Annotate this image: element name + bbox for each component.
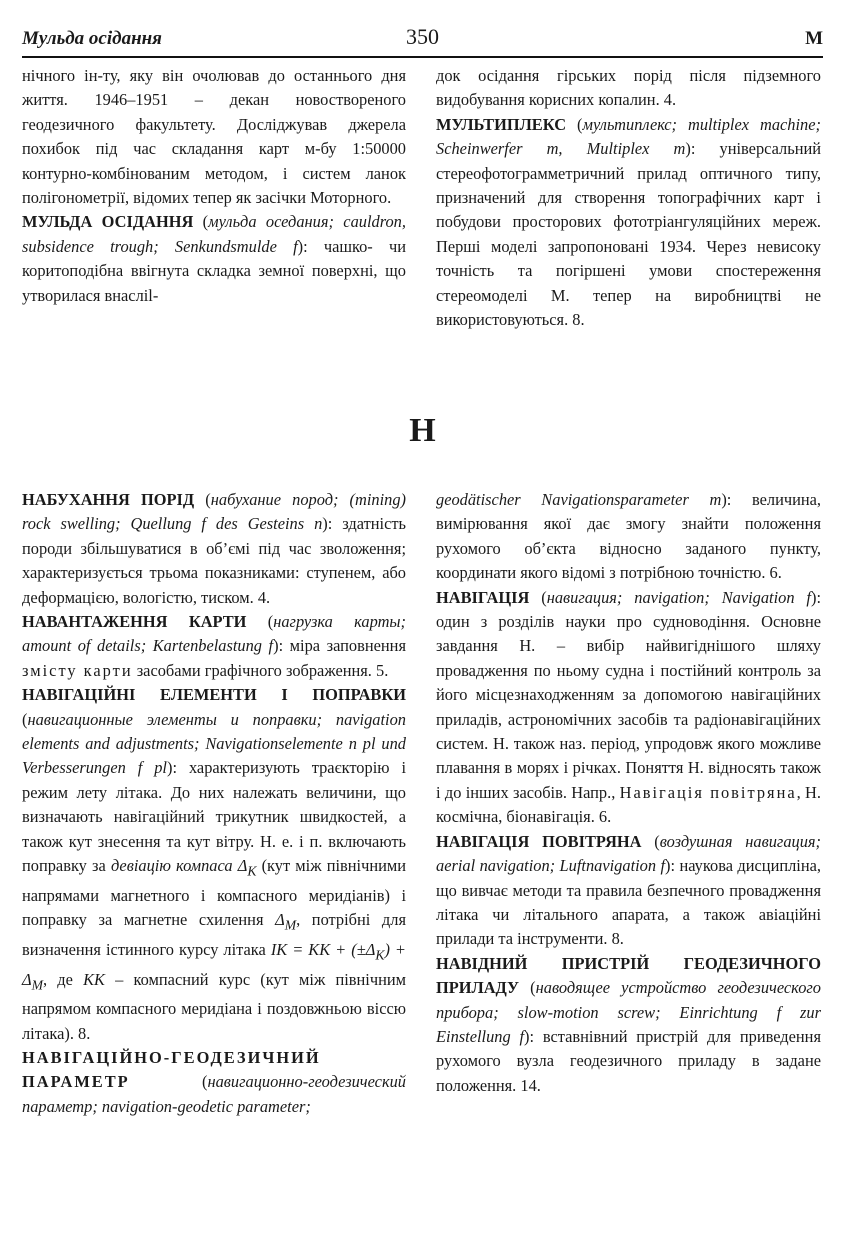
entry-translations: навигация; navigation; Navigation f [546, 587, 811, 607]
formula: IK = KK + (±Δ [270, 939, 376, 959]
entry-definition: ): вставнівний пристрій для приведення рухомого вузла геодезичного приладу в задане положення. 14. [436, 1026, 821, 1095]
entry-multypleks: МУЛЬТИПЛЕКС (мультиплекс; multiplex machine; Scheinwerfer m, Multiplex m): універсальний стереофотограмметричний прилад оптичного типу, призначений для створення топографічних карт і побудови просторових фототріангуляційних мереж. Перші моделі запропоновані 1934. Через невисоку точність та погіршені умови спостереження стереомоделі М. тепер на виробництві не використовуються. 8. [436, 114, 822, 330]
spaced-term: змісту карти [22, 660, 133, 680]
entry-translations: мультиплекс; multiplex machine; Scheinwerfer m, Multiplex m [436, 114, 821, 159]
entry-navihatsiini-elementy: НАВІГАЦІЙНІ ЕЛЕМЕНТИ І ПОПРАВКИ (навигационные элементы и поправки; navigation elements and adjustments; Navigationselemente n pl und Verbesserungen f pl): характеризують траєкторію і режим лету літака. До них належать величини, що визначають навігаційний трикутник швидкостей, а також кут знесення та кут вітру. Н. е. і п. включають поправку за девіацію компаса $\Delta_K$ (кут між північними напрямами магнетного і компасного меридіанів) і поправку за магнетне схилення $\Delta_M$, потрібні для визначення істинного курсу літака IK = KK + $(\pm\Delta_K) + \Delta_M$, де KK – компасний курс (кут між північним напрямом компасного меридіана і поздовжньою віссю літака). 8. [22, 685, 407, 1043]
entry-definition: ): здатність породи збільшуватися в об’ємі під час зволоження; характеризується трьома показниками: ступенем, або деформацією, вологістю, тиском. 4. [22, 514, 406, 607]
entry-translations: воздушная навигация; aerial navigation; Luftnavigation f [436, 831, 821, 876]
entry-translations: наводящее устройство геодезического прибора; slow-motion screw; Einrichtung f zur Einstellung f [436, 978, 822, 1046]
entry-translations: нагрузка карты; amount of details; Kartenbelastung f [22, 612, 406, 656]
entry-navihatsiia: НАВІГАЦІЯ (навигация; navigation; Navigation f): один з розділів науки про судноводіння. Основне завдання Н. – вибір найвигіднішого шляху провадження по ньому судна і постійний контроль за його місцезнаходженням за допомогою навігаційних приладів, астрономічних засобів та радіонавігаційних систем. Н. також наз. період, упродовж якого можливе плавання в морях і річках. Поняття Н. відносять також і до інших засобів. Напр., Навігація повітряна, Н. космічна, біонавігація. 6. [436, 587, 821, 827]
entry-navantazhennia-karty: НАВАНТАЖЕННЯ КАРТИ (нагрузка карты; amount of details; Kartenbelastung f): міра заповнення змісту карти засобами графічного зображення. 5. [22, 612, 406, 680]
entry-headword: НАВІГАЦІЯ [436, 587, 530, 607]
entry-continuation: док осідання гірських порід після підземного видобування корисних копалин. 4. [436, 66, 821, 110]
entry-definition: ): наукова дисципліна, що вивчає методи та правила безпечного провадження літака чи літального апарата, а також авіаційні прилади та інструменти. 8. [436, 856, 821, 949]
entry-translations: набухание пород; (mining) rock swelling; Quellung f des Gesteins n [22, 490, 406, 534]
entry-definition: ): чашко- чи коритоподібна ввігнута складка земної поверхні, що утворилася внасліl- [22, 236, 406, 305]
section-letter-heading: Н [409, 412, 436, 449]
entry-headword: НАВІДНИЙ ПРИСТРІЙ ГЕОДЕЗИЧНОГО ПРИЛАДУ [436, 953, 821, 998]
entry-translations: навигационно-геодезический параметр; navigation-geodetic parameter; [22, 1072, 406, 1116]
entry-headword: НАБУХАННЯ ПОРІД [22, 490, 195, 509]
term-deviation: девіацію компаса [110, 856, 233, 876]
column-top-right [436, 64, 821, 332]
entry-mulda-osidannia: МУЛЬДА ОСІДАННЯ (мульда оседания; cauldron, subsidence trough; Senkundsmulde f): чашко- чи коритоподібна ввігнута складка земної поверхні, що утворилася внасліl- [22, 212, 406, 305]
column-bottom-left [22, 488, 406, 1119]
entry-definition: ): універсальний стереофотограмметричний прилад оптичного типу, призначений для створення топографічних карт і побудови просторових фототріангуляційних мереж. Перші моделі запропоновані 1934. Через невисоку точність та погіршені умови спостереження стереомоделі М. тепер на виробництві не використовуються. 8. [436, 139, 822, 330]
entry-translations: geodätischer Navigationsparameter m [436, 490, 722, 509]
column-bottom-right [436, 488, 821, 1098]
entry-navihatsiia-povitriana: НАВІГАЦІЯ ПОВІТРЯНА (воздушная навигация; aerial navigation; Luftnavigation f): наукова дисципліна, що вивчає методи та правила безпечного провадження літака чи літального апарата, а також авіаційні прилади та інструменти. 8. [436, 831, 821, 949]
entry-headword: МУЛЬТИПЛЕКС [436, 114, 567, 134]
header-rule [22, 56, 823, 58]
entry-headword: МУЛЬДА ОСІДАННЯ [22, 212, 194, 232]
entry-continuation [436, 488, 821, 586]
entry-continuation: нічного ін-ту, яку він очолював до останнього дня життя. 1946–1951 – декан новоствореного геодезичного факультету. Досліджував джерела похибок під час складання карт м-бу 1:50000 контурно-комбінованим методом, і систем ланок полігонометрії, відомих тепер як засічки Моторного. [22, 66, 406, 208]
entry-translations: навигационные элементы и поправки; navigation elements and adjustments; Navigationselemente n pl und Verbesserungen f pl [22, 709, 406, 778]
entry-headword: НАВІГАЦІЙНО-ГЕОДЕЗИЧНИЙ ПАРАМЕТР [22, 1048, 321, 1092]
entry-headword: НАВІГАЦІЯ ПОВІТРЯНА [436, 831, 642, 851]
entry-navidnyi-prystrii: НАВІДНИЙ ПРИСТРІЙ ГЕОДЕЗИЧНОГО ПРИЛАДУ (наводящее устройство геодезического прибора; slow-motion screw; Einrichtung f zur Einstellung f): вставнівний пристрій для приведення рухомого вузла геодезичного приладу в задане положення. 14. [436, 953, 822, 1095]
entry-navihatsiino-heodezychnyi: НАВІГАЦІЙНО-ГЕОДЕЗИЧНИЙ ПАРАМЕТР (навигационно-геодезический параметр; navigation-geodetic parameter; [22, 1048, 406, 1116]
entry-translations: мульда оседания; cauldron, subsidence trough; Senkundsmulde f [22, 212, 406, 256]
page-number: 350 [406, 24, 439, 49]
section-letter: М [805, 28, 823, 49]
entry-headword: НАВАНТАЖЕННЯ КАРТИ [22, 612, 247, 632]
entry-nabukhannia-porid: НАБУХАННЯ ПОРІД (набухание пород; (mining) rock swelling; Quellung f des Gesteins n): здатність породи збільшуватися в об’ємі під час зволоження; характеризується трьома показниками: ступенем, або деформацією, вологістю, тиском. 4. [22, 490, 406, 607]
entry-definition: ): величина, вимірювання якої дає змогу знайти положення рухомого об’єкта відносно заданого пункту, координати якого відомі з потрібною точністю. 6. [436, 490, 821, 583]
entry-headword: НАВІГАЦІЙНІ ЕЛЕМЕНТИ І ПОПРАВКИ [22, 685, 406, 705]
spaced-term: Навігація повітряна [619, 782, 797, 802]
running-header [22, 24, 823, 54]
column-top-left [22, 64, 406, 308]
running-title: Мульда осідання [22, 28, 162, 49]
